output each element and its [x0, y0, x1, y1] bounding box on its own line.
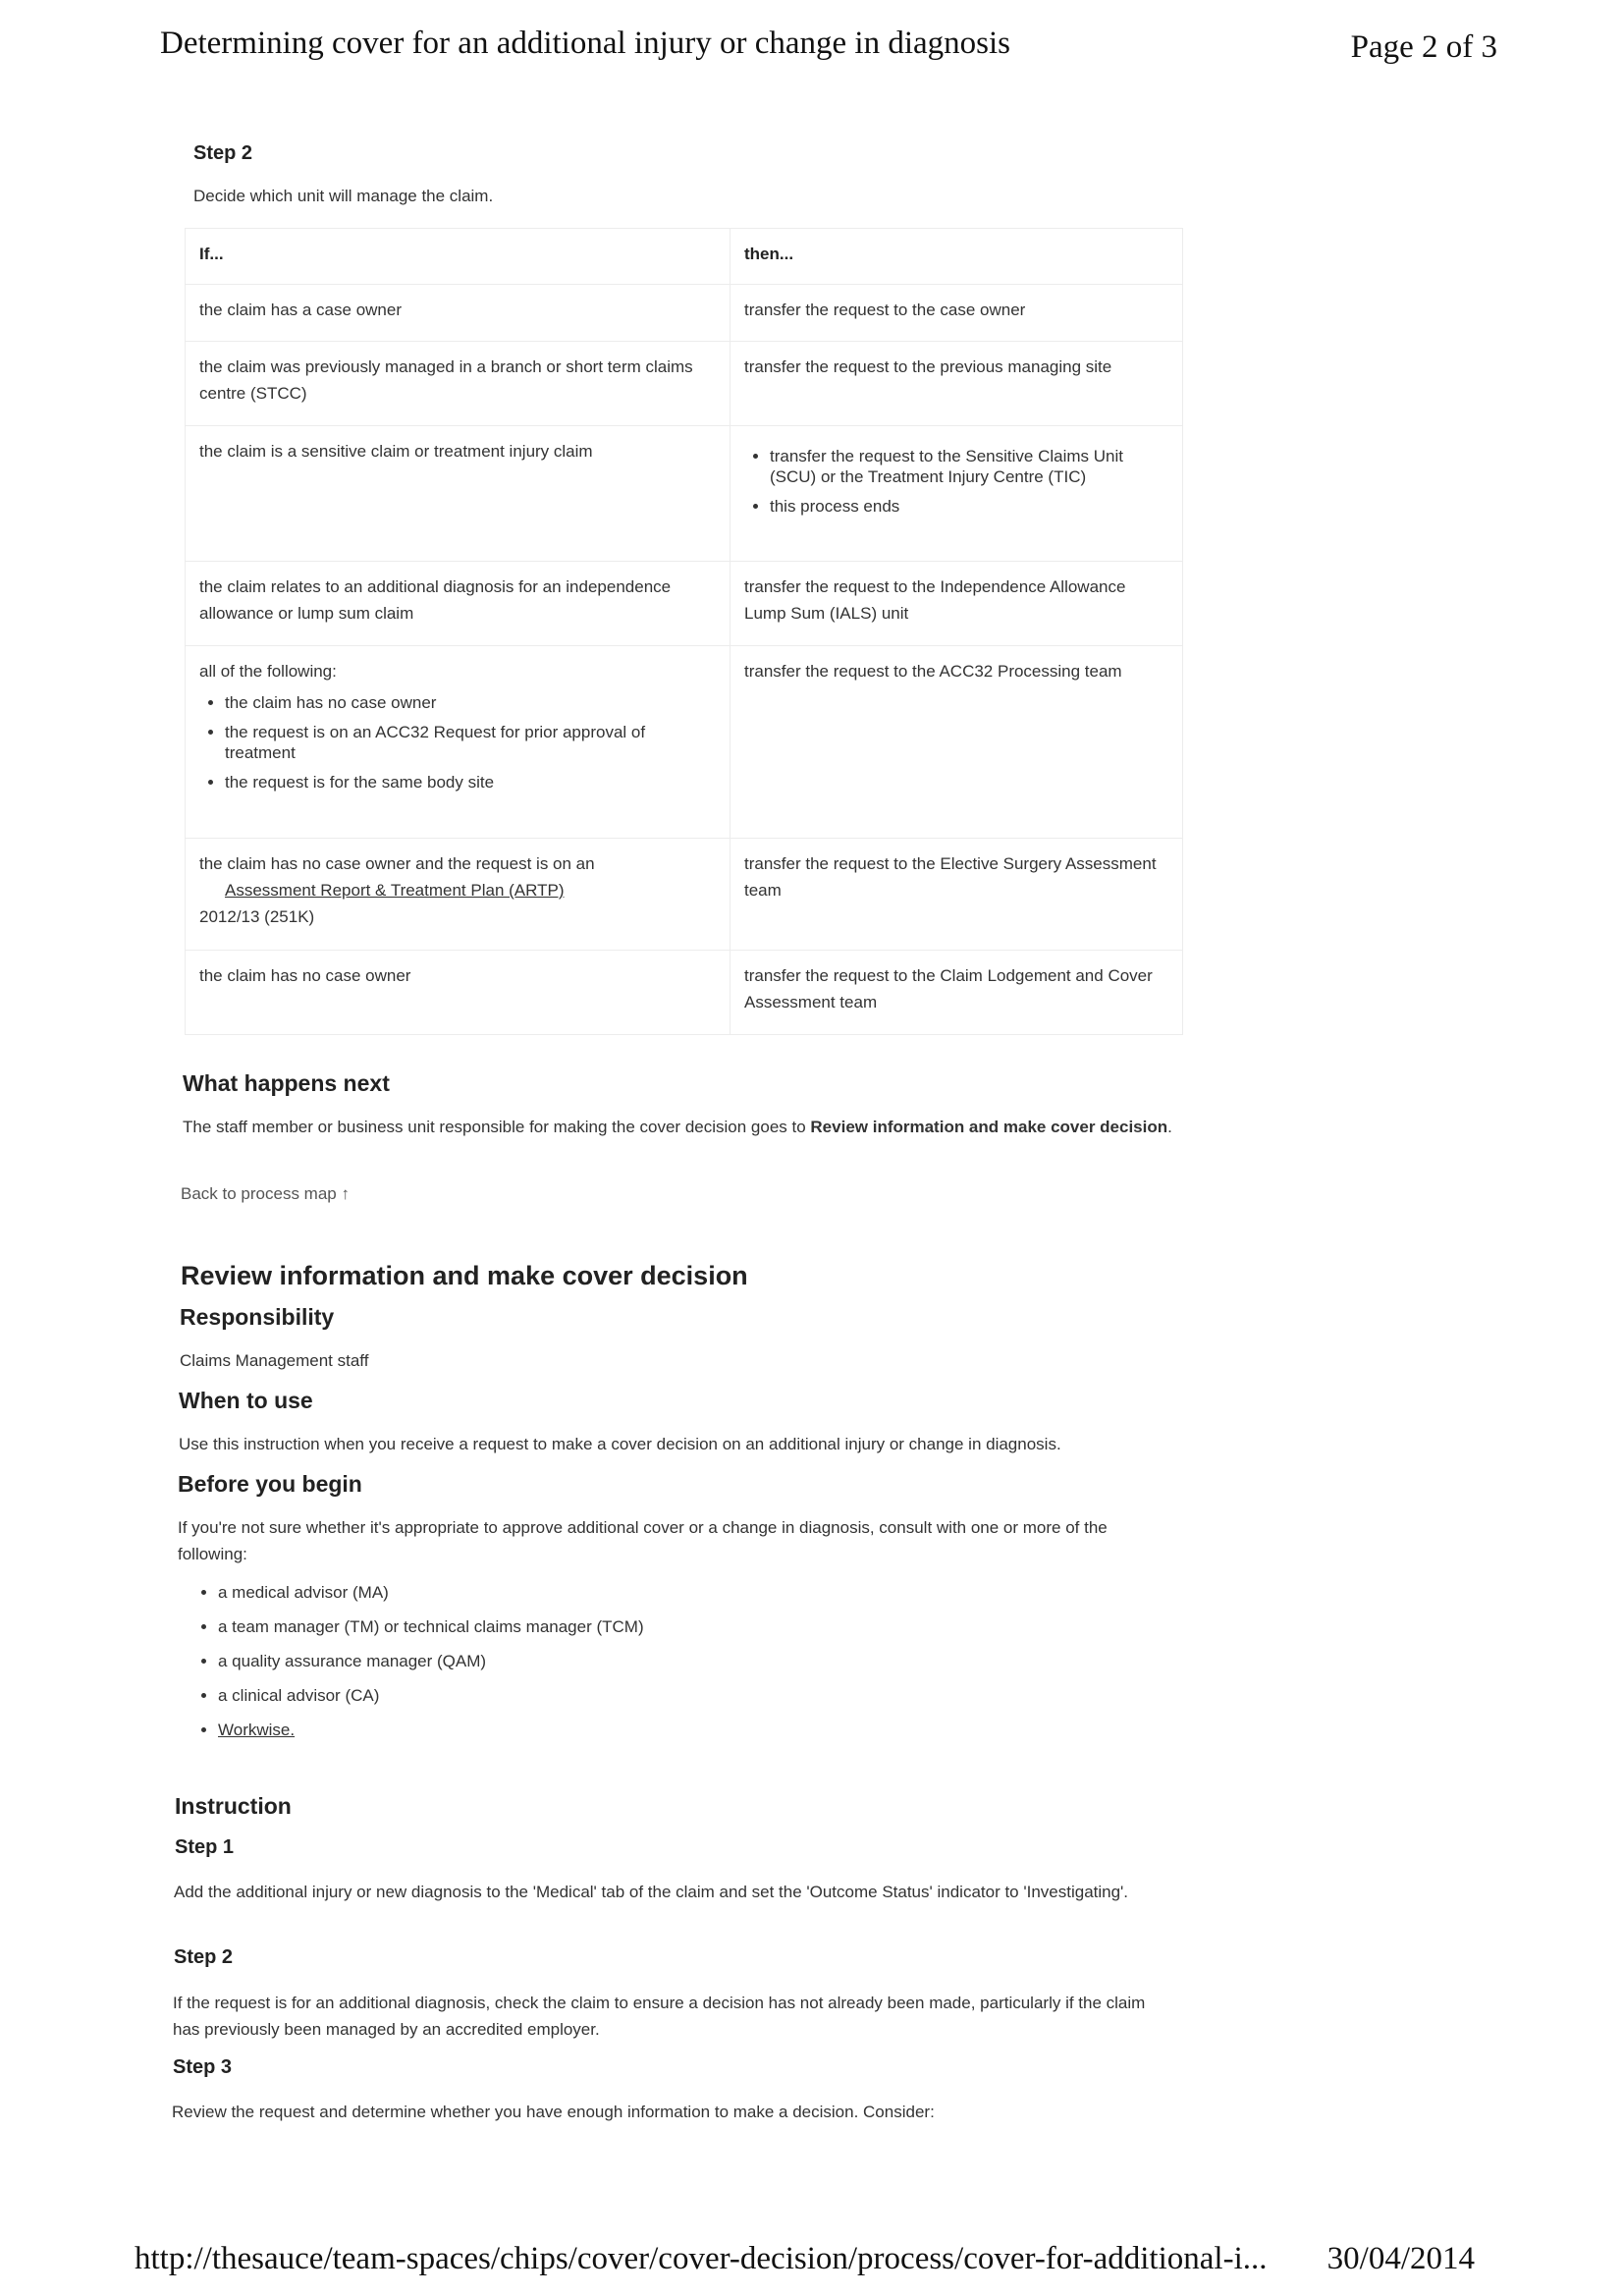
before-you-begin-heading: Before you begin: [178, 1471, 362, 1497]
list-item: • transfer the request to the Sensitive Claims Unit (SCU) or the Treatment Injury Centre (TIC): [770, 446, 1168, 487]
what-next-text-start: The staff member or business unit responsible for making the cover decision goes to: [183, 1118, 811, 1136]
if-cell: the claim was previously managed in a branch or short term claims centre (STCC): [186, 342, 730, 426]
then-cell: transfer the request to the case owner: [730, 285, 1183, 342]
if-cell: the claim is a sensitive claim or treatment injury claim: [186, 426, 730, 562]
when-to-use-text: Use this instruction when you receive a request to make a cover decision on an additional injury or change in diagnosis.: [179, 1435, 1061, 1453]
then-cell: transfer the request to the ACC32 Processing team: [730, 646, 1183, 839]
what-next-text: [183, 1114, 1174, 1140]
back-to-process-map-link[interactable]: Back to process map ↑: [181, 1184, 350, 1203]
table-row: [186, 839, 1183, 951]
then-cell: transfer the request to the Claim Lodgement and Cover Assessment team: [730, 951, 1183, 1035]
step2-intro: Decide which unit will manage the claim.: [193, 187, 494, 205]
then-cell: [730, 426, 1183, 562]
column-header-if: If...: [186, 229, 730, 285]
if-cell-text: all of the following:: [199, 662, 337, 681]
list-item: • a quality assurance manager (QAM): [218, 1644, 644, 1678]
column-header-then: then...: [730, 229, 1183, 285]
if-cell: the claim has no case owner: [186, 951, 730, 1035]
review-section-title: Review information and make cover decision: [181, 1261, 748, 1290]
list-item: • this process ends: [770, 496, 1168, 517]
if-cell: the claim relates to an additional diagnosis for an independence allowance or lump sum claim: [186, 562, 730, 646]
instruction-heading: Instruction: [175, 1793, 292, 1819]
then-cell: transfer the request to the Elective Surgery Assessment team: [730, 839, 1183, 951]
if-cell: [186, 646, 730, 839]
consult-list: [196, 1575, 644, 1747]
instruction-step1-heading: Step 1: [175, 1836, 235, 1858]
when-to-use-heading: When to use: [179, 1388, 313, 1413]
page-header-title: Determining cover for an additional injury or change in diagnosis: [160, 26, 1011, 61]
table-header-row: [186, 229, 1183, 285]
step2-heading: Step 2: [193, 142, 253, 164]
table-row: [186, 951, 1183, 1035]
footer-url: http://thesauce/team-spaces/chips/cover/cover-decision/process/cover-for-additional-i...: [135, 2241, 1268, 2276]
then-cell: transfer the request to the previous managing site: [730, 342, 1183, 426]
list-item: • a clinical advisor (CA): [218, 1678, 644, 1713]
instruction-step1-text: Add the additional injury or new diagnosis to the 'Medical' tab of the claim and set the 'Outcome Status' indicator to 'Investigating'.: [174, 1883, 1129, 1901]
if-cell-text: the claim has no case owner and the request is on an: [199, 854, 595, 873]
instruction-step2-heading: Step 2: [174, 1946, 234, 1968]
table-row: [186, 285, 1183, 342]
artp-form-link[interactable]: Assessment Report & Treatment Plan (ARTP): [225, 881, 565, 900]
if-cell: [186, 839, 730, 951]
responsibility-text: Claims Management staff: [180, 1351, 369, 1370]
workwise-link[interactable]: • Workwise.: [218, 1713, 644, 1747]
instruction-step3-text: Review the request and determine whether you have enough information to make a decision. Consider:: [172, 2103, 935, 2121]
before-you-begin-text: If you're not sure whether it's appropriate to approve additional cover or a change in diagnosis, consult with one or more of the following:: [178, 1518, 1108, 1563]
page-number: Page 2 of 3: [1350, 29, 1497, 65]
review-decision-link[interactable]: Review information and make cover decision: [810, 1118, 1168, 1136]
instruction-step2-text: If the request is for an additional diagnosis, check the claim to ensure a decision has not already been made, particularly if the claim has previously been managed by an accredited employer.: [173, 1994, 1146, 2039]
table-row: [186, 562, 1183, 646]
list-item: • a team manager (TM) or technical claims manager (TCM): [218, 1610, 644, 1644]
then-bullet-list: [744, 446, 1168, 517]
list-item: • the claim has no case owner: [225, 692, 716, 713]
what-next-text-end: .: [1167, 1118, 1172, 1136]
artp-form-size: 2012/13 (251K): [199, 907, 315, 926]
if-bullet-list: [199, 692, 716, 793]
what-next-heading: What happens next: [183, 1070, 390, 1096]
list-item: • the request is on an ACC32 Request for prior approval of treatment: [225, 722, 716, 763]
footer-date: 30/04/2014: [1326, 2241, 1475, 2276]
table-row: [186, 646, 1183, 839]
list-item: • the request is for the same body site: [225, 772, 716, 793]
then-cell: transfer the request to the Independence Allowance Lump Sum (IALS) unit: [730, 562, 1183, 646]
list-item: • a medical advisor (MA): [218, 1575, 644, 1610]
decision-table: [185, 228, 1183, 1035]
instruction-step3-heading: Step 3: [173, 2056, 233, 2078]
responsibility-heading: Responsibility: [180, 1304, 335, 1330]
if-cell: the claim has a case owner: [186, 285, 730, 342]
table-row: [186, 342, 1183, 426]
table-row: [186, 426, 1183, 562]
